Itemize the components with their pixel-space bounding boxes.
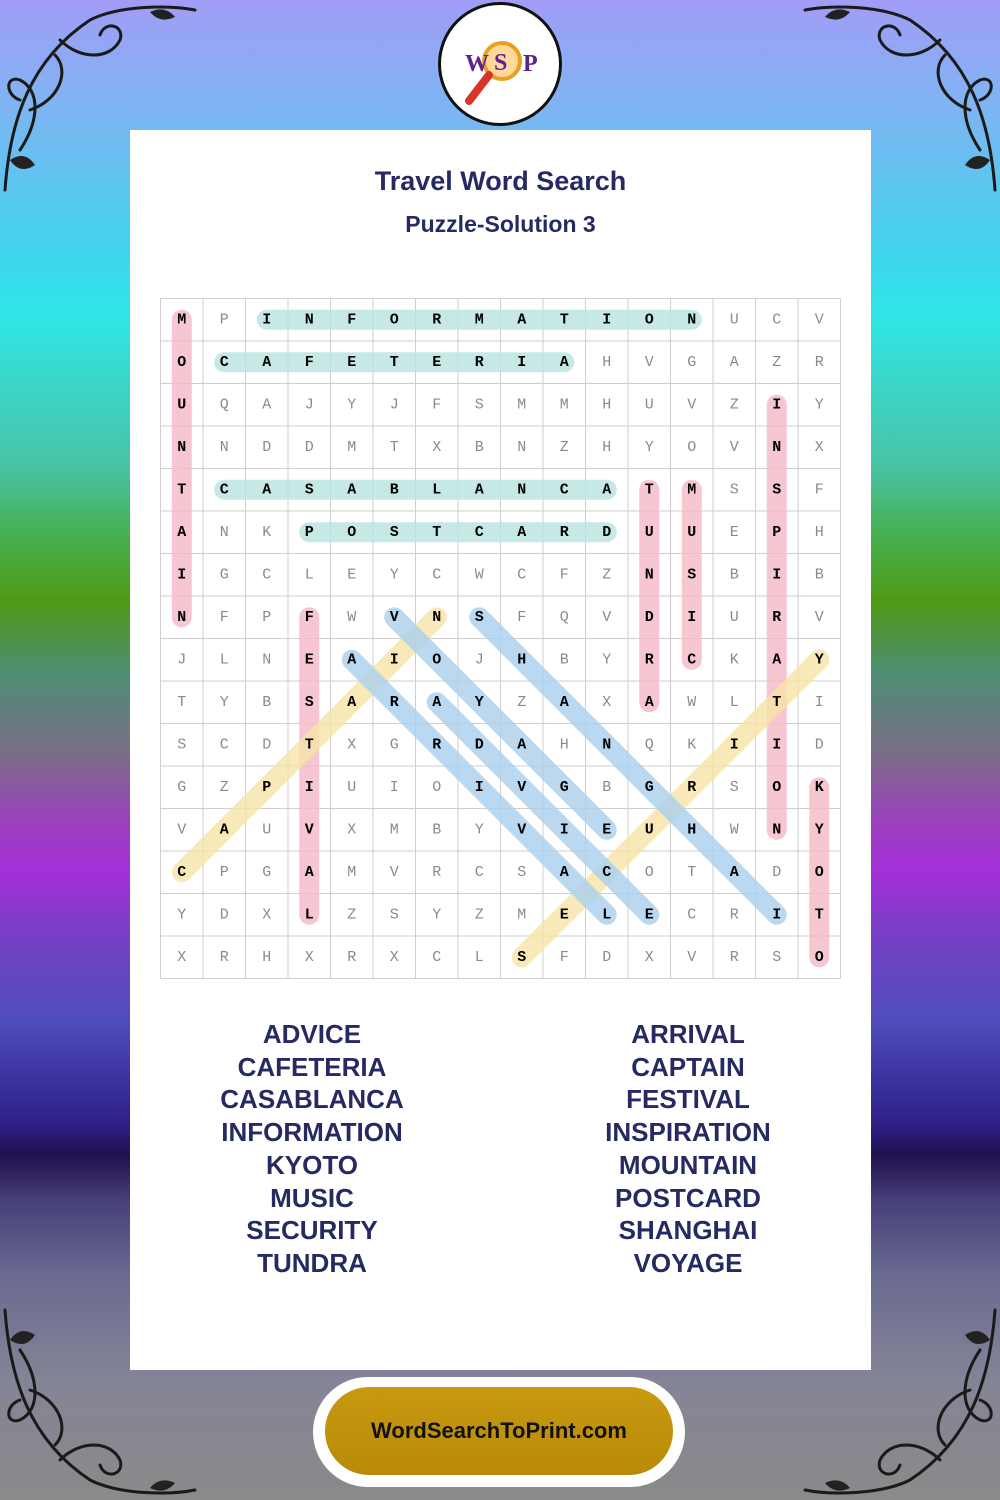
grid-cell[interactable]: U <box>644 821 654 839</box>
grid-cell[interactable]: Z <box>219 778 229 796</box>
grid-cell[interactable]: E <box>729 523 739 541</box>
grid-cell[interactable]: V <box>177 821 187 839</box>
grid-cell[interactable]: F <box>219 608 229 626</box>
grid-cell[interactable]: S <box>729 778 739 796</box>
grid-cell[interactable]: L <box>729 693 739 711</box>
grid-cell[interactable]: P <box>304 523 314 541</box>
grid-cell[interactable]: Y <box>347 396 357 414</box>
grid-cell[interactable]: T <box>389 438 399 456</box>
grid-cell[interactable]: C <box>432 948 442 966</box>
grid-cell[interactable]: H <box>602 438 612 456</box>
grid-cell[interactable]: S <box>517 863 527 881</box>
word-list-item: MUSIC <box>270 1182 354 1213</box>
grid-cell[interactable]: K <box>814 778 824 796</box>
grid-cell[interactable]: K <box>687 736 697 754</box>
grid-cell[interactable]: A <box>262 481 272 499</box>
grid-cell[interactable]: I <box>772 906 782 924</box>
grid-cell[interactable]: D <box>644 608 654 626</box>
grid-cell[interactable]: U <box>644 523 654 541</box>
grid-cell[interactable]: I <box>602 311 612 329</box>
grid-cell[interactable]: V <box>517 778 527 796</box>
grid-cell[interactable]: L <box>304 906 314 924</box>
grid-cell[interactable]: N <box>219 438 229 456</box>
grid-cell[interactable]: A <box>304 863 314 881</box>
grid-cell[interactable]: U <box>729 608 739 626</box>
grid-cell[interactable]: A <box>729 353 739 371</box>
grid-cell[interactable]: O <box>347 523 357 541</box>
grid-cell[interactable]: Z <box>602 566 612 584</box>
grid-cell[interactable]: C <box>219 736 229 754</box>
grid-cell[interactable]: O <box>177 353 187 371</box>
grid-canvas <box>160 298 841 979</box>
word-list-left <box>162 1018 462 1280</box>
grid-cell[interactable]: C <box>687 651 697 669</box>
grid-cell[interactable]: I <box>772 566 782 584</box>
grid-cell[interactable]: A <box>262 396 272 414</box>
word-list-item: VOYAGE <box>633 1247 743 1278</box>
grid-cell[interactable]: A <box>432 693 442 711</box>
grid-cell[interactable]: C <box>219 353 229 371</box>
grid-cell[interactable]: M <box>559 396 569 414</box>
grid-cell[interactable]: Y <box>432 906 442 924</box>
word-list-right <box>538 1018 838 1280</box>
grid-cell[interactable]: R <box>389 693 399 711</box>
grid-cell[interactable]: Z <box>772 353 782 371</box>
word-search-grid <box>160 298 841 979</box>
grid-cell[interactable]: A <box>347 693 357 711</box>
grid-cell[interactable]: X <box>262 906 272 924</box>
grid-cell[interactable]: S <box>517 948 527 966</box>
grid-cell[interactable]: O <box>432 778 442 796</box>
grid-cell[interactable]: E <box>347 353 357 371</box>
grid-cell[interactable]: O <box>772 778 782 796</box>
grid-cell[interactable]: H <box>687 821 697 839</box>
grid-cell[interactable]: M <box>517 396 527 414</box>
grid-cell[interactable]: Y <box>389 566 399 584</box>
grid-cell[interactable]: D <box>219 906 229 924</box>
grid-cell[interactable]: E <box>602 821 612 839</box>
grid-cell[interactable]: M <box>347 438 357 456</box>
grid-cell[interactable]: F <box>814 481 824 499</box>
grid-cell[interactable]: H <box>602 353 612 371</box>
grid-cell[interactable]: M <box>389 821 399 839</box>
grid-cell[interactable]: L <box>304 566 314 584</box>
site-badge[interactable] <box>313 1377 685 1487</box>
grid-cell[interactable]: R <box>559 523 569 541</box>
grid-cell[interactable]: D <box>602 523 612 541</box>
grid-cell[interactable]: S <box>729 481 739 499</box>
grid-cell[interactable]: E <box>432 353 442 371</box>
grid-cell[interactable]: I <box>559 821 569 839</box>
grid-cell[interactable]: S <box>772 948 782 966</box>
grid-cell[interactable]: C <box>559 481 569 499</box>
grid-cell[interactable]: B <box>814 566 824 584</box>
grid-cell[interactable]: R <box>432 863 442 881</box>
grid-cell[interactable]: R <box>772 608 782 626</box>
grid-cell[interactable]: O <box>644 311 654 329</box>
grid-cell[interactable]: U <box>644 396 654 414</box>
grid-cell[interactable]: S <box>772 481 782 499</box>
magnifier-icon <box>441 5 559 123</box>
grid-cell[interactable]: C <box>177 863 187 881</box>
grid-cell[interactable]: G <box>262 863 272 881</box>
grid-cell[interactable]: Y <box>474 821 484 839</box>
grid-cell[interactable]: B <box>602 778 612 796</box>
grid-cell[interactable]: N <box>772 438 782 456</box>
grid-cell[interactable]: U <box>177 396 187 414</box>
grid-cell[interactable]: S <box>389 906 399 924</box>
logo-letter-p: P <box>523 51 538 77</box>
grid-cell[interactable]: X <box>644 948 654 966</box>
grid-cell[interactable]: F <box>304 608 314 626</box>
grid-cell[interactable]: L <box>602 906 612 924</box>
grid-cell[interactable]: D <box>772 863 782 881</box>
grid-cell[interactable]: A <box>347 481 357 499</box>
grid-cell[interactable]: B <box>432 821 442 839</box>
grid-cell[interactable]: N <box>517 438 527 456</box>
grid-cell[interactable]: I <box>474 778 484 796</box>
grid-cell[interactable]: X <box>389 948 399 966</box>
grid-cell[interactable]: A <box>517 736 527 754</box>
grid-cell[interactable]: T <box>559 311 569 329</box>
grid-cell[interactable]: N <box>687 311 697 329</box>
grid-cell[interactable]: E <box>559 906 569 924</box>
grid-cell[interactable]: I <box>814 693 824 711</box>
grid-cell[interactable]: F <box>517 608 527 626</box>
grid-cell[interactable]: W <box>729 821 739 839</box>
grid-cell[interactable]: F <box>559 566 569 584</box>
grid-cell[interactable]: U <box>347 778 357 796</box>
grid-cell[interactable]: Z <box>517 693 527 711</box>
grid-cell[interactable]: B <box>389 481 399 499</box>
grid-cell[interactable]: Y <box>219 693 229 711</box>
grid-cell[interactable]: G <box>389 736 399 754</box>
grid-cell[interactable]: J <box>304 396 314 414</box>
grid-cell[interactable]: Q <box>219 396 229 414</box>
grid-cell[interactable]: P <box>772 523 782 541</box>
grid-cell[interactable]: G <box>559 778 569 796</box>
grid-cell[interactable]: O <box>687 438 697 456</box>
grid-cell[interactable]: P <box>219 863 229 881</box>
grid-cell[interactable]: A <box>729 863 739 881</box>
grid-cell[interactable]: A <box>559 353 569 371</box>
grid-cell[interactable]: T <box>389 353 399 371</box>
word-list-item: SECURITY <box>246 1215 378 1246</box>
grid-cell[interactable]: H <box>262 948 272 966</box>
grid-cell[interactable]: N <box>772 821 782 839</box>
grid-cell[interactable]: P <box>219 311 229 329</box>
grid-cell[interactable]: W <box>687 693 697 711</box>
grid-cell[interactable]: D <box>262 438 272 456</box>
grid-cell[interactable]: A <box>559 693 569 711</box>
grid-cell[interactable]: D <box>474 736 484 754</box>
word-list-item: KYOTO <box>266 1149 358 1180</box>
grid-cell[interactable]: J <box>177 651 187 669</box>
grid-cell[interactable]: I <box>389 778 399 796</box>
grid-cell[interactable]: U <box>729 311 739 329</box>
grid-cell[interactable]: T <box>432 523 442 541</box>
grid-cell[interactable]: A <box>262 353 272 371</box>
grid-cell[interactable]: H <box>602 396 612 414</box>
grid-cell[interactable]: A <box>772 651 782 669</box>
grid-cell[interactable]: A <box>474 481 484 499</box>
grid-cell[interactable]: Y <box>177 906 187 924</box>
grid-cell[interactable]: D <box>814 736 824 754</box>
grid-cell[interactable]: N <box>177 608 187 626</box>
grid-cell[interactable]: S <box>687 566 697 584</box>
grid-cell[interactable]: M <box>177 311 187 329</box>
grid-cell[interactable]: Y <box>644 438 654 456</box>
grid-cell[interactable]: W <box>347 608 357 626</box>
grid-cell[interactable]: K <box>262 523 272 541</box>
grid-cell[interactable]: Q <box>559 608 569 626</box>
grid-cell[interactable]: S <box>389 523 399 541</box>
grid-cell[interactable]: N <box>177 438 187 456</box>
grid-cell[interactable]: T <box>177 693 187 711</box>
grid-cell[interactable]: H <box>814 523 824 541</box>
grid-cell[interactable]: Y <box>814 651 824 669</box>
grid-cell[interactable]: V <box>814 311 824 329</box>
grid-cell[interactable]: Y <box>602 651 612 669</box>
grid-cell[interactable]: I <box>262 311 272 329</box>
grid-cell[interactable]: V <box>602 608 612 626</box>
grid-cell[interactable]: E <box>644 906 654 924</box>
grid-cell[interactable]: A <box>517 311 527 329</box>
grid-cell[interactable]: L <box>474 948 484 966</box>
grid-cell[interactable]: T <box>814 906 824 924</box>
grid-cell[interactable]: S <box>177 736 187 754</box>
grid-cell[interactable]: C <box>687 906 697 924</box>
grid-cell[interactable]: Z <box>347 906 357 924</box>
grid-cell[interactable]: E <box>347 566 357 584</box>
grid-cell[interactable]: A <box>517 523 527 541</box>
grid-cell[interactable]: G <box>177 778 187 796</box>
grid-cell[interactable]: C <box>772 311 782 329</box>
grid-cell[interactable]: S <box>304 693 314 711</box>
logo-letter-w: W <box>465 51 489 77</box>
grid-cell[interactable]: I <box>687 608 697 626</box>
grid-cell[interactable]: N <box>602 736 612 754</box>
page-title: Travel Word Search <box>374 166 627 196</box>
grid-cell[interactable]: S <box>474 608 484 626</box>
grid-cell[interactable]: N <box>262 651 272 669</box>
grid-cell[interactable]: O <box>432 651 442 669</box>
grid-cell[interactable]: P <box>262 608 272 626</box>
grid-cell[interactable]: N <box>219 523 229 541</box>
grid-cell[interactable]: R <box>687 778 697 796</box>
grid-cell[interactable]: S <box>474 396 484 414</box>
grid-cell[interactable]: D <box>304 438 314 456</box>
grid-cell[interactable]: Z <box>559 438 569 456</box>
grid-cell[interactable]: D <box>602 948 612 966</box>
grid-cell[interactable]: G <box>687 353 697 371</box>
word-list-item: FESTIVAL <box>626 1084 750 1115</box>
grid-cell[interactable]: R <box>432 736 442 754</box>
grid-cell[interactable]: C <box>474 863 484 881</box>
word-list-item: INFORMATION <box>221 1117 403 1148</box>
grid-cell[interactable]: H <box>559 736 569 754</box>
grid-cell[interactable]: B <box>262 693 272 711</box>
grid-cell[interactable]: X <box>347 736 357 754</box>
grid-cell[interactable]: R <box>474 353 484 371</box>
grid-cell[interactable]: O <box>644 863 654 881</box>
grid-cell[interactable]: Q <box>644 736 654 754</box>
grid-cell[interactable]: I <box>772 736 782 754</box>
grid-cell[interactable]: I <box>517 353 527 371</box>
logo-letter-s: S <box>494 50 508 76</box>
word-list-item: CAPTAIN <box>631 1051 745 1082</box>
grid-cell[interactable]: X <box>814 438 824 456</box>
grid-cell[interactable]: R <box>729 906 739 924</box>
grid-cell[interactable]: I <box>729 736 739 754</box>
grid-cell[interactable]: N <box>432 608 442 626</box>
grid-cell[interactable]: V <box>517 821 527 839</box>
grid-cell[interactable]: I <box>304 778 314 796</box>
grid-cell[interactable]: Y <box>474 693 484 711</box>
grid-cell[interactable]: U <box>262 821 272 839</box>
grid-cell[interactable]: J <box>389 396 399 414</box>
grid-cell[interactable]: F <box>347 311 357 329</box>
grid-cell[interactable]: C <box>432 566 442 584</box>
grid-cell[interactable]: G <box>219 566 229 584</box>
page-subtitle: Puzzle-Solution 3 <box>405 211 596 237</box>
grid-cell[interactable]: U <box>687 523 697 541</box>
grid-cell[interactable]: X <box>432 438 442 456</box>
grid-cell[interactable]: H <box>517 651 527 669</box>
grid-cell[interactable]: I <box>177 566 187 584</box>
grid-cell[interactable]: N <box>644 566 654 584</box>
word-list-item: POSTCARD <box>615 1182 761 1213</box>
grid-cell[interactable]: O <box>814 948 824 966</box>
grid-cell[interactable]: W <box>474 566 484 584</box>
grid-cell[interactable]: R <box>814 353 824 371</box>
word-list-item: CASABLANCA <box>220 1084 404 1115</box>
grid-cell[interactable]: X <box>347 821 357 839</box>
grid-cell[interactable]: Y <box>814 821 824 839</box>
grid-cell[interactable]: C <box>262 566 272 584</box>
grid-cell[interactable]: X <box>177 948 187 966</box>
grid-cell[interactable]: C <box>517 566 527 584</box>
grid-cell[interactable]: L <box>219 651 229 669</box>
grid-cell[interactable]: R <box>219 948 229 966</box>
grid-cell[interactable]: R <box>432 311 442 329</box>
grid-cell[interactable]: K <box>729 651 739 669</box>
grid-cell[interactable]: N <box>304 311 314 329</box>
word-list-item: ARRIVAL <box>631 1019 745 1049</box>
grid-cell[interactable]: V <box>814 608 824 626</box>
grid-cell[interactable]: X <box>602 693 612 711</box>
grid-cell[interactable]: E <box>304 651 314 669</box>
grid-cell[interactable]: G <box>644 778 654 796</box>
grid-cell[interactable]: B <box>559 651 569 669</box>
grid-cell[interactable]: P <box>262 778 272 796</box>
grid-cell[interactable]: V <box>304 821 314 839</box>
word-list-item: CAFETERIA <box>237 1051 387 1082</box>
grid-cell[interactable]: A <box>644 693 654 711</box>
grid-cell[interactable]: R <box>644 651 654 669</box>
grid-cell[interactable]: B <box>474 438 484 456</box>
grid-cell[interactable]: L <box>432 481 442 499</box>
grid-cell[interactable]: V <box>687 396 697 414</box>
grid-cell[interactable]: B <box>729 566 739 584</box>
grid-cell[interactable]: T <box>772 693 782 711</box>
grid-cell[interactable]: X <box>304 948 314 966</box>
grid-cell[interactable]: A <box>219 821 229 839</box>
grid-cell[interactable]: V <box>389 608 399 626</box>
word-list-item: INSPIRATION <box>605 1117 771 1148</box>
grid-cell[interactable]: C <box>474 523 484 541</box>
grid-cell[interactable]: M <box>687 481 697 499</box>
grid-cell[interactable]: O <box>389 311 399 329</box>
grid-cell[interactable]: J <box>474 651 484 669</box>
grid-cell[interactable]: Y <box>814 396 824 414</box>
grid-cell[interactable]: V <box>644 353 654 371</box>
grid-cell[interactable]: S <box>304 481 314 499</box>
word-list-item: MOUNTAIN <box>618 1149 758 1180</box>
grid-cell[interactable]: A <box>602 481 612 499</box>
grid-cell[interactable]: M <box>517 906 527 924</box>
word-list-item: TUNDRA <box>257 1247 367 1278</box>
grid-cell[interactable]: C <box>219 481 229 499</box>
grid-cell[interactable]: R <box>729 948 739 966</box>
word-list-item: SHANGHAI <box>618 1215 758 1246</box>
grid-cell[interactable]: D <box>262 736 272 754</box>
grid-cell[interactable]: F <box>559 948 569 966</box>
grid-cell[interactable]: M <box>474 311 484 329</box>
grid-cell[interactable]: T <box>644 481 654 499</box>
grid-cell[interactable]: C <box>602 863 612 881</box>
grid-cell[interactable]: I <box>772 396 782 414</box>
grid-cell[interactable]: Z <box>729 396 739 414</box>
grid-cell[interactable]: V <box>687 948 697 966</box>
grid-cell[interactable]: O <box>814 863 824 881</box>
grid-cell[interactable]: Z <box>474 906 484 924</box>
grid-cell[interactable]: N <box>517 481 527 499</box>
grid-cell[interactable]: T <box>177 481 187 499</box>
site-link[interactable]: WordSearchToPrint.com <box>325 1387 673 1475</box>
wsp-logo[interactable] <box>438 2 562 126</box>
grid-cell[interactable]: V <box>389 863 399 881</box>
grid-cell[interactable]: A <box>177 523 187 541</box>
grid-cell[interactable]: T <box>304 736 314 754</box>
grid-cell[interactable]: T <box>687 863 697 881</box>
grid-cell[interactable]: F <box>432 396 442 414</box>
word-list-item: ADVICE <box>262 1019 362 1049</box>
grid-cell[interactable]: I <box>389 651 399 669</box>
grid-cell[interactable]: M <box>347 863 357 881</box>
grid-cell[interactable]: F <box>304 353 314 371</box>
grid-cell[interactable]: A <box>559 863 569 881</box>
grid-cell[interactable]: V <box>729 438 739 456</box>
grid-cell[interactable]: R <box>347 948 357 966</box>
grid-cell[interactable]: A <box>347 651 357 669</box>
